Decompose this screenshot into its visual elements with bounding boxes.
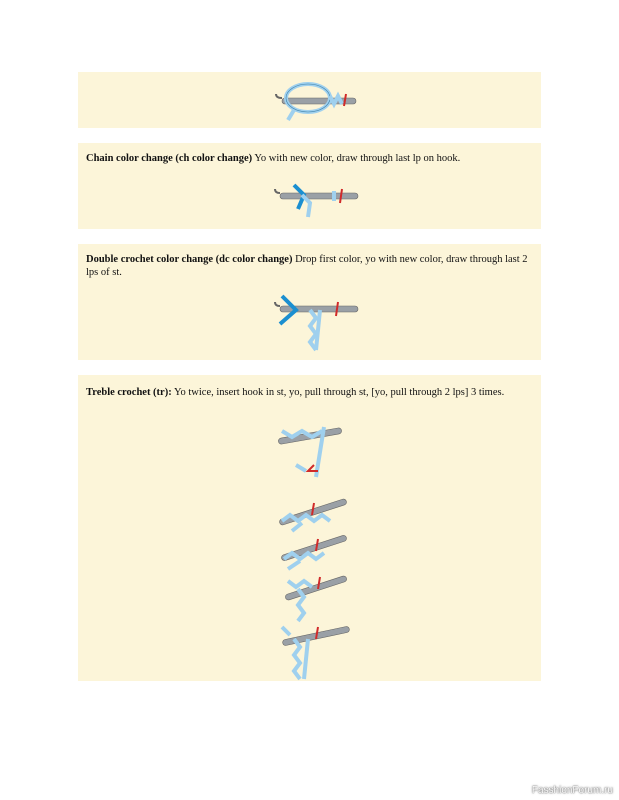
tr-step-2: [279, 498, 347, 531]
caption-heading: Treble crochet (tr):: [86, 387, 172, 398]
tr-step-4: [285, 575, 348, 621]
slip-ring-illustration: [274, 74, 364, 124]
treble-crochet-illustration: [268, 413, 368, 681]
hook-shaft: [280, 193, 358, 199]
panel-dc-color-change: [78, 244, 541, 360]
caption: [86, 152, 535, 165]
watermark: FasshionForum.ru: [531, 785, 613, 796]
caption-heading: Chain color change (ch color change): [86, 153, 253, 164]
dc-color-change-illustration: [274, 292, 364, 354]
panel-treble-crochet: [78, 375, 541, 681]
tr-step-1: [278, 427, 342, 477]
chain-color-change-illustration: [274, 181, 364, 221]
caption-heading: Double crochet color change (dc color change): [86, 254, 293, 265]
caption-body: Yo twice, insert hook in st, yo, pull through st, [yo, pull through 2 lps] 3 times.: [171, 387, 505, 398]
panel-slip-ring: [78, 72, 541, 128]
caption-body: Drop first color, yo with new color, draw through last 2 lps of st.: [86, 254, 528, 278]
caption-body: Yo with new color, draw through last lp on hook.: [252, 153, 461, 164]
tr-step-5: [282, 626, 350, 679]
caption: [86, 386, 535, 399]
panel-chain-color-change: [78, 143, 541, 229]
tr-step-3: [281, 535, 348, 569]
caption: [86, 253, 535, 279]
